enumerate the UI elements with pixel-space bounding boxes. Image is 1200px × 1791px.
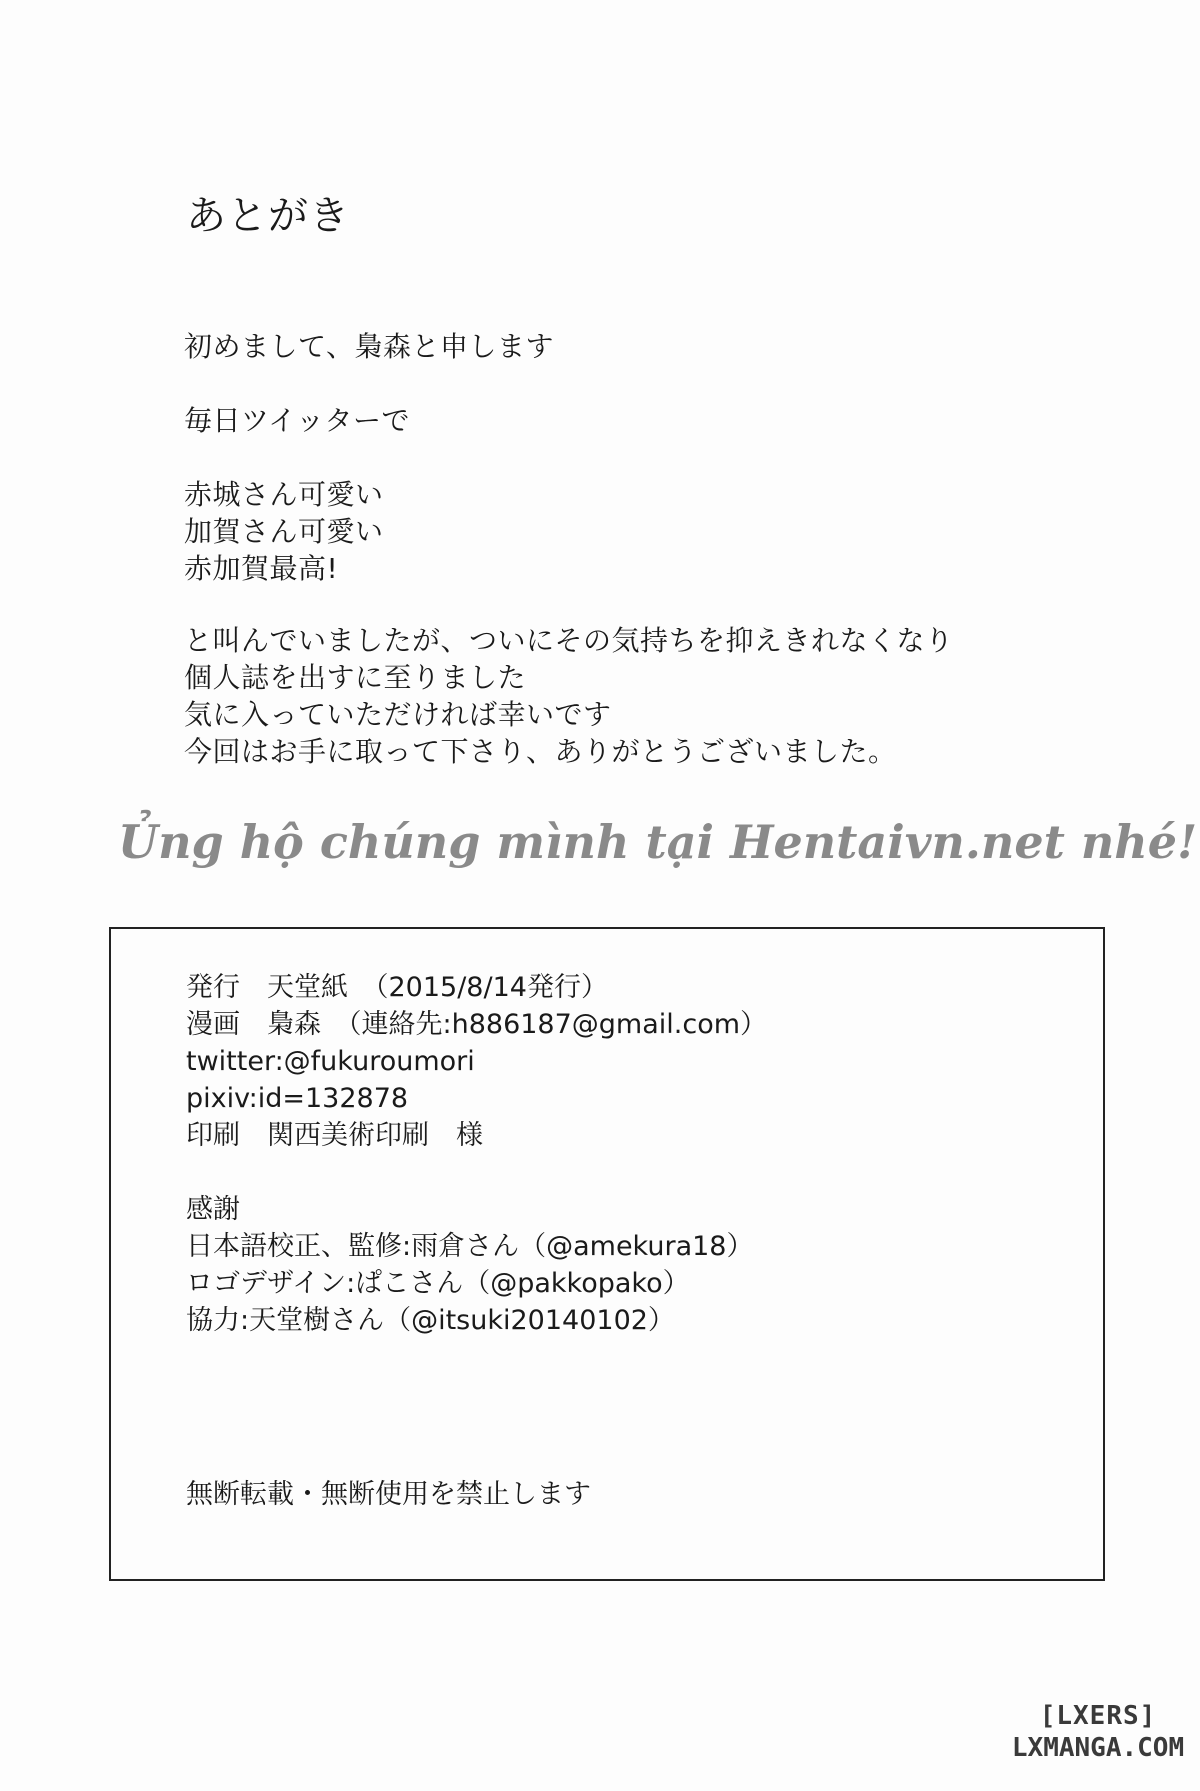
afterword-line: 気に入っていただければ幸いです — [184, 698, 612, 731]
spacer — [186, 1339, 1066, 1476]
afterword-line: 赤加賀最高! — [184, 552, 339, 585]
colophon-line: pixiv:id=132878 — [186, 1083, 409, 1114]
scanlator-logo-top: [LXERS] — [1039, 1701, 1157, 1731]
afterword-line: 今回はお手に取って下さり、ありがとうございました。 — [184, 735, 897, 768]
colophon-line: twitter:@fukuroumori — [186, 1046, 475, 1077]
afterword-line: 加賀さん可愛い — [184, 515, 384, 548]
afterword-line: 初めまして、梟森と申します — [184, 330, 554, 363]
colophon-line: 協力:天堂樹さん（@itsuki20140102） — [186, 1305, 675, 1336]
spacer — [184, 587, 1064, 622]
afterword-line: 個人誌を出すに至りました — [184, 661, 527, 694]
afterword-title: あとがき — [186, 193, 350, 239]
colophon-line: 漫画 梟森 （連絡先:h886187@gmail.com） — [186, 1009, 768, 1040]
afterword-body — [184, 328, 1064, 770]
scanlator-logo-bottom: LXMANGA.COM — [1011, 1733, 1185, 1763]
afterword-line: と叫んでいましたが、ついにその気持ちを抑えきれなくなり — [184, 624, 954, 657]
afterword-line: 赤城さん可愛い — [184, 478, 384, 511]
colophon-line: 日本語校正、監修:雨倉さん（@amekura18） — [186, 1231, 754, 1262]
copyright-notice: 無断転載・無断使用を禁止します — [186, 1479, 591, 1510]
colophon-line: 発行 天堂紙 （2015/8/14発行） — [186, 972, 608, 1003]
spacer — [184, 439, 1064, 476]
watermark-text: Ủng hộ chúng mình tại Hentaivn.net nhé! — [118, 815, 1198, 869]
spacer — [186, 1154, 1066, 1191]
colophon-box — [109, 927, 1105, 1581]
colophon-content — [186, 969, 1066, 1513]
colophon-line: ロゴデザイン:ぱこさん（@pakkopako） — [186, 1268, 690, 1299]
scanlator-logo — [1008, 1700, 1188, 1764]
colophon-line: 感謝 — [186, 1194, 240, 1225]
spacer — [184, 365, 1064, 402]
afterword-line: 毎日ツイッターで — [184, 404, 411, 437]
colophon-line: 印刷 関西美術印刷 様 — [186, 1120, 483, 1151]
